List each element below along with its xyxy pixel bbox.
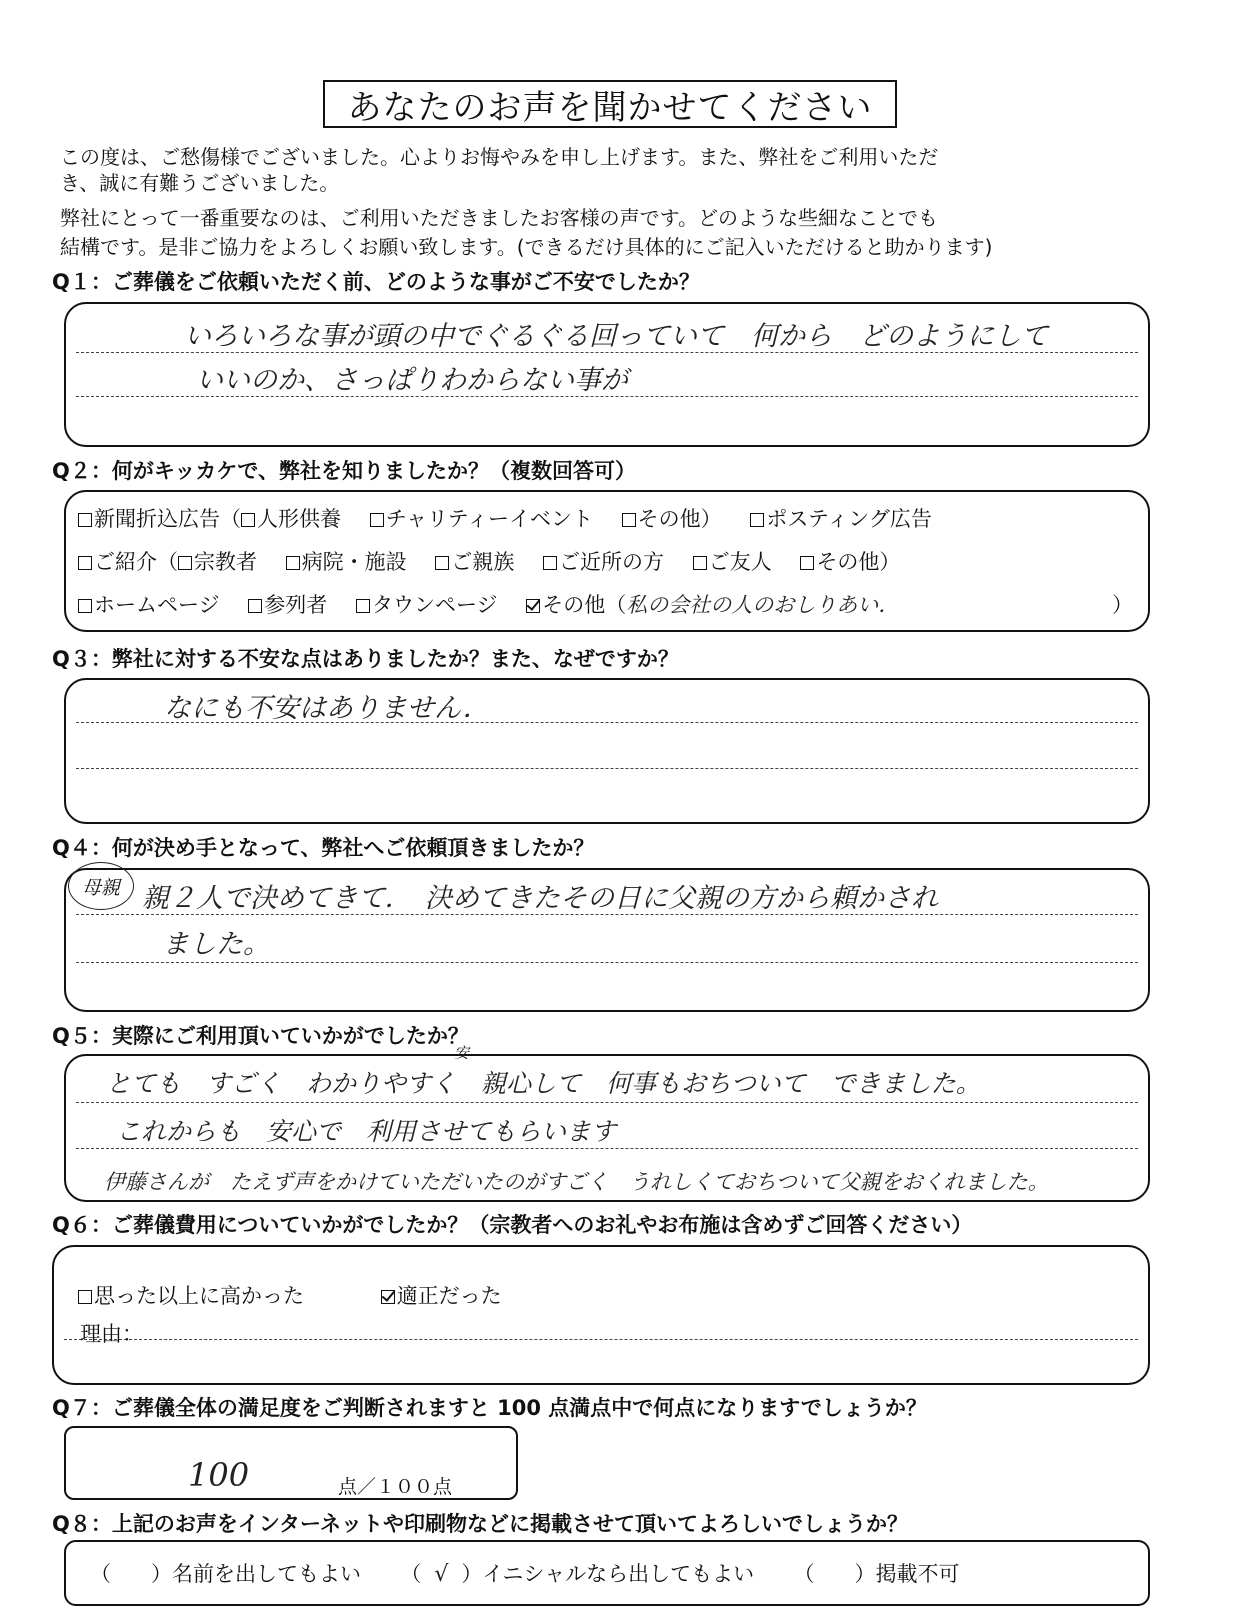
checkbox-icon [543,556,557,570]
q1-answer-box[interactable] [64,302,1150,447]
q7-score: 100 [188,1456,250,1494]
q2-option[interactable]: 参列者 [248,589,327,619]
intro-line-3: 弊社にとって一番重要なのは、ご利用いただきましたお客様の声です。どのような些細なことでも [60,206,938,230]
q2-option[interactable]: ホームページ [78,589,220,619]
q3-answer-box[interactable] [64,678,1150,824]
q3-line [76,768,1138,769]
checkbox-icon [78,1290,92,1304]
q6-label: Q６：ご葬儀費用についていかがでしたか？（宗教者へのお礼やお布施は含めずご回答ください） [52,1213,973,1237]
checkbox-icon [178,556,192,570]
q8-check-mark: √ [434,1562,449,1587]
q2-option[interactable]: タウンページ [356,589,498,619]
q4-answer-line-1: 親２人で決めてきて． 決めてきたその日に父親の方から頼かされ [142,883,938,914]
checkbox-icon [78,513,92,527]
checkbox-icon [800,556,814,570]
q8-options [90,1558,960,1588]
q2-row3-close-paren: ） [1112,593,1133,617]
q2-row-2 [78,546,922,576]
q4-circled-note: 母親 [68,862,134,910]
checkbox-icon [622,513,636,527]
q7-label: Q７：ご葬儀全体の満足度をご判断されますと 100 点満点中で何点になりますでしょうか？ [52,1396,927,1420]
checkbox-icon [286,556,300,570]
q5-answer-line-3: 伊藤さんが たえず声をかけていただいたのがすごく うれしくておちついて父親をおくれました。 [104,1170,1049,1194]
q2-option[interactable]: ご友人 [693,546,772,576]
checkbox-icon [750,513,764,527]
q6-options [78,1280,524,1310]
q7-score-box[interactable] [64,1426,518,1500]
q6-line [64,1339,1138,1340]
q8-option-initial[interactable]: （ √ ）イニシャルなら出してもよい [400,1562,755,1587]
q6-option-appropriate[interactable]: 適正だった [381,1280,502,1310]
q5-answer-note: 安 [454,1044,470,1062]
q2-label: Q２：何がキッカケで、弊社を知りましたか？（複数回答可） [52,459,637,483]
intro-line-4: 結構です。是非ご協力をよろしくお願い致します。(できるだけ具体的にご記入いただけると助かります) [60,235,993,259]
q2-option[interactable]: ポスティング広告 [750,503,931,533]
q6-answer-box [52,1245,1150,1385]
q1-answer-line-2: いいのか、さっぱりわからない事が [196,365,628,396]
survey-title-text: あなたのお声を聞かせてください [347,87,873,128]
q2-option[interactable]: その他） [622,503,722,533]
q8-option-name[interactable]: （ ）名前を出してもよい [90,1562,361,1586]
intro-line-1: この度は、ご愁傷様でございました。心よりお悔やみを申し上げます。また、弊社をご利用いただ [60,145,939,169]
q8-option-none[interactable]: （ ）掲載不可 [793,1562,960,1586]
q2-option[interactable]: ご紹介（ 宗教者 [78,546,257,576]
q7-score-suffix: 点／１００点 [338,1476,453,1498]
q4-label: Q４：何が決め手となって、弊社へご依頼頂きましたか？ [52,836,595,860]
checkbox-icon [370,513,384,527]
checkbox-icon [248,599,262,613]
q2-other-handwritten: 私の会社の人のおしりあい． [626,593,900,617]
q4-answer-box[interactable] [64,868,1150,1012]
survey-title [323,80,897,128]
q5-line [76,1148,1138,1149]
q2-option[interactable]: その他） [800,546,900,576]
q2-option[interactable]: ご親族 [435,546,514,576]
q6-reason-label: 理由： [80,1322,143,1346]
q2-option[interactable]: チャリティーイベント [370,503,593,533]
q1-answer-line-1: いろいろな事が頭の中でぐるぐる回っていて 何から どのようにして [184,321,1048,352]
q2-row-3 [78,589,921,619]
checked-checkbox-icon [526,599,540,613]
checked-checkbox-icon [381,1290,395,1304]
q2-option[interactable]: ご近所の方 [543,546,664,576]
checkbox-icon [78,599,92,613]
q2-option[interactable]: 病院・施設 [286,546,407,576]
checkbox-icon [356,599,370,613]
q3-answer-line-1: なにも不安はありません． [164,693,490,724]
q1-label: Q１：ご葬儀をご依頼いただく前、どのような事がご不安でしたか？ [52,270,700,294]
checkbox-icon [78,556,92,570]
q5-line [76,1102,1138,1103]
intro-line-2: き、誠に有難うございました。 [60,171,340,195]
q6-option-too-high[interactable]: 思った以上に高かった [78,1280,304,1310]
q5-answer-line-2: これからも 安心で 利用させてもらいます [116,1117,617,1146]
q4-answer-line-2: ました。 [162,929,270,960]
q2-row-1 [78,503,954,533]
checkbox-icon [693,556,707,570]
checkbox-icon [241,513,255,527]
checkbox-icon [435,556,449,570]
q4-line [76,962,1138,963]
q8-label: Q８：上記のお声をインターネットや印刷物などに掲載させて頂いてよろしいでしょうか？ [52,1512,908,1536]
q2-option[interactable]: 新聞折込広告（ 人形供養 [78,503,341,533]
q5-answer-line-1: とても すごく わかりやすく 親心して 何事もおちついて できました。 [106,1069,981,1098]
q5-label: Q５：実際にご利用頂いていかがでしたか？ [52,1024,469,1048]
q2-option-other-checked[interactable]: その他（私の会社の人のおしりあい． [526,589,899,619]
q3-label: Q３：弊社に対する不安な点はありましたか？また、なぜですか？ [52,647,679,671]
